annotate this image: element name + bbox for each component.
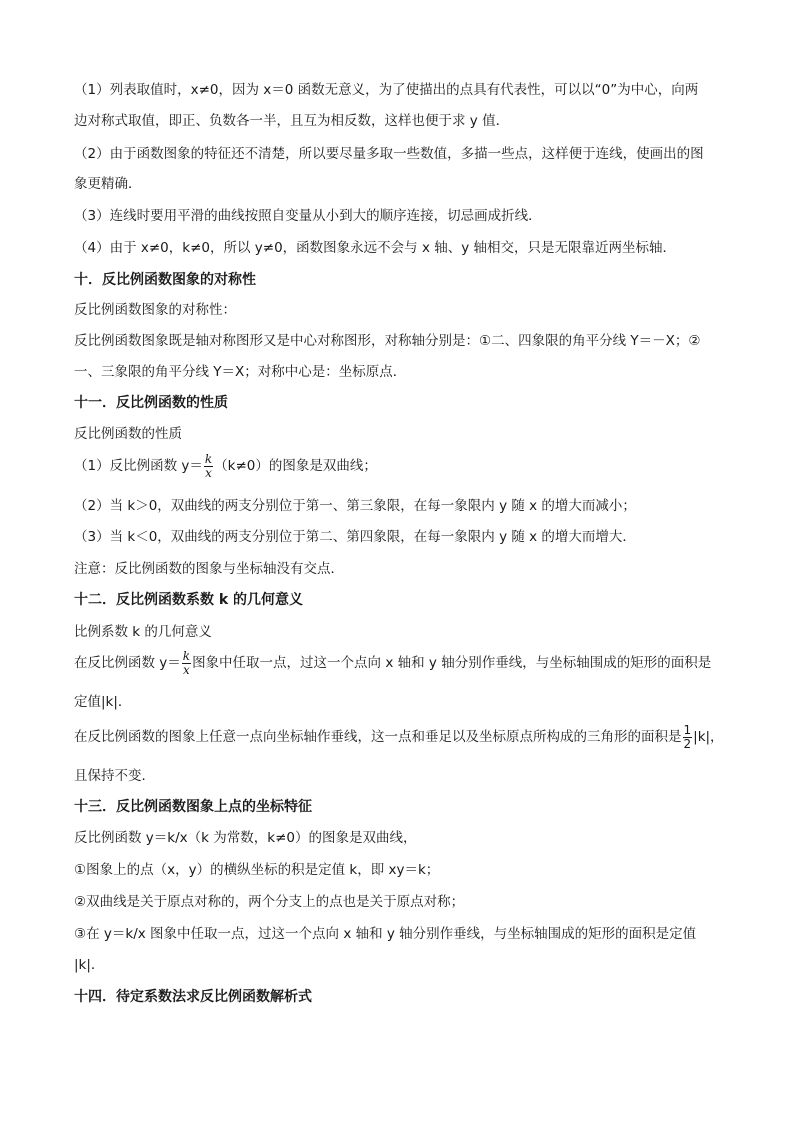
paragraph-line: 反比例函数 y＝k/x（k 为常数，k≠0）的图象是双曲线， [74, 830, 417, 846]
property-1-after: （k≠0）的图象是双曲线； [214, 458, 377, 474]
paragraph-line: 反比例函数图象既是轴对称图形又是中心对称图形，对称轴分别是：①二、四象限的角平分线 Y＝－X；② [74, 333, 701, 349]
fraction-numerator: k [204, 451, 213, 466]
fraction-k-over-x [204, 453, 213, 480]
fraction-denominator: x [205, 465, 212, 480]
paragraph-line: 且保持不变． [74, 768, 155, 784]
paragraph-line: 象更精确． [74, 176, 142, 192]
paragraph-line: ①图象上的点（x，y）的横纵坐标的积是定值 k，即 xy＝k； [74, 862, 440, 878]
fraction-denominator: x [183, 662, 190, 677]
paragraph-line: （4）由于 x≠0，k≠0，所以 y≠0，函数图象永远不会与 x 轴、y 轴相交，只是无限靠近两坐标轴． [74, 240, 677, 256]
property-1-before: （1）反比例函数 y＝ [74, 458, 203, 474]
paragraph-line: （2）由于函数图象的特征还不清楚，所以要尽量多取一些数值，多描一些点，这样便于连线，使画出的图 [74, 146, 704, 162]
paragraph-line: （1）列表取值时，x≠0，因为 x＝0 函数无意义，为了使描出的点具有代表性，可以以“0”为中心，向两 [74, 82, 699, 98]
paragraph-line: 定值|k|． [74, 694, 132, 710]
paragraph-line: 反比例函数的性质 [74, 426, 182, 442]
note-line: 注意：反比例函数的图象与坐标轴没有交点． [74, 561, 344, 577]
fraction-k-over-x [182, 650, 191, 677]
geometry-before: 在反比例函数的图象上任意一点向坐标轴作垂线，这一点和垂足以及坐标原点所构成的三角形的面积是 [74, 729, 682, 745]
paragraph-line: ③在 y＝k/x 图象中任取一点，过这一个点向 x 轴和 y 轴分别作垂线，与坐标轴围成的矩形的面积是定值 [74, 926, 697, 942]
fraction-one-half [683, 724, 693, 751]
paragraph-line: （2）当 k＞0，双曲线的两支分别位于第一、第三象限，在每一象限内 y 随 x 的增大而减小； [74, 498, 636, 514]
fraction-denominator: 2 [683, 736, 692, 751]
paragraph-line: 一、三象限的角平分线 Y＝X；对称中心是：坐标原点． [74, 364, 407, 380]
section-heading: 十一．反比例函数的性质 [74, 395, 228, 411]
paragraph-line: 边对称式取值，即正、负数各一半，且互为相反数，这样也便于求 y 值． [74, 113, 510, 129]
property-1-line [74, 452, 734, 480]
geometry-line-1 [74, 649, 734, 677]
geometry-line-2 [74, 722, 734, 752]
section-heading: 十四．待定系数法求反比例函数解析式 [74, 989, 312, 1005]
fraction-numerator: k [182, 648, 191, 663]
paragraph-line: 反比例函数图象的对称性： [74, 302, 236, 318]
paragraph-line: （3）连线时要用平滑的曲线按照自变量从小到大的顺序连接，切忌画成折线． [74, 208, 542, 224]
section-heading: 十三．反比例函数图象上点的坐标特征 [74, 799, 312, 815]
paragraph-line: ②双曲线是关于原点对称的，两个分支上的点也是关于原点对称； [74, 894, 465, 910]
paragraph-line: |k|． [74, 957, 105, 973]
paragraph-line: 比例系数 k 的几何意义 [74, 624, 212, 640]
paragraph-line: （3）当 k＜0，双曲线的两支分别位于第二、第四象限，在每一象限内 y 随 x 的增大而增大． [74, 529, 636, 545]
geometry-after: 图象中任取一点，过这一个点向 x 轴和 y 轴分别作垂线，与坐标轴围成的矩形的面积是 [192, 655, 712, 671]
fraction-numerator: 1 [683, 722, 692, 737]
geometry-after: |k|， [693, 729, 724, 745]
section-heading: 十．反比例函数图象的对称性 [74, 272, 256, 288]
section-heading: 十二．反比例函数系数 k 的几何意义 [74, 592, 304, 608]
geometry-before: 在反比例函数 y＝ [74, 655, 181, 671]
